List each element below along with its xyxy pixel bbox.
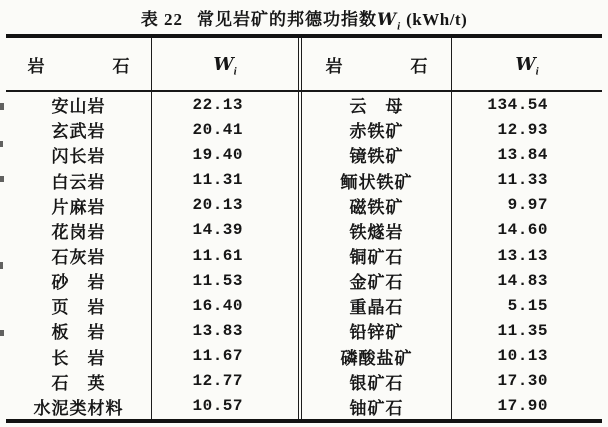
wi-symbol bbox=[376, 10, 402, 33]
wi-value-cell bbox=[452, 369, 602, 394]
table-row bbox=[6, 344, 602, 369]
wi-value-cell bbox=[452, 167, 602, 192]
header-rock-right bbox=[302, 38, 452, 90]
wi-value-cell bbox=[152, 318, 302, 343]
table-row bbox=[6, 142, 602, 167]
wi-value-cell bbox=[452, 193, 602, 218]
wi-value: 134.54 bbox=[487, 95, 548, 114]
table-row bbox=[6, 193, 602, 218]
rock-name-cell bbox=[6, 92, 152, 117]
wi-value-cell bbox=[152, 243, 302, 268]
table-title bbox=[0, 5, 608, 33]
rock-name: 镜铁矿 bbox=[349, 147, 404, 167]
rock-name: 安山岩 bbox=[51, 97, 106, 117]
rock-name-cell bbox=[6, 369, 152, 394]
rock-name: 鲕状铁矿 bbox=[340, 172, 413, 192]
rock-name-cell bbox=[302, 293, 452, 318]
rock-name: 页 岩 bbox=[51, 298, 106, 318]
rock-name: 玄武岩 bbox=[51, 122, 106, 142]
table-row bbox=[6, 369, 602, 394]
wi-value: 20.41 bbox=[192, 120, 243, 139]
table-row bbox=[6, 218, 602, 243]
scan-artifact bbox=[0, 141, 3, 147]
table-row bbox=[6, 243, 602, 268]
bond-work-index-table bbox=[6, 34, 602, 423]
rock-name: 重晶石 bbox=[349, 298, 404, 318]
table-row bbox=[6, 117, 602, 142]
wi-value-cell bbox=[152, 142, 302, 167]
rock-name-cell bbox=[6, 142, 152, 167]
rock-name-cell bbox=[302, 167, 452, 192]
wi-symbol-subscript: i bbox=[535, 65, 539, 78]
table-row bbox=[6, 394, 602, 419]
rock-name: 铅锌矿 bbox=[349, 323, 404, 343]
rock-name: 闪长岩 bbox=[51, 147, 106, 167]
header-rock-char: 石 bbox=[112, 56, 130, 76]
wi-value-cell bbox=[452, 92, 602, 117]
rock-name-cell bbox=[6, 218, 152, 243]
rock-name-cell bbox=[302, 369, 452, 394]
rock-name-cell bbox=[302, 318, 452, 343]
wi-symbol-subscript: i bbox=[397, 20, 402, 33]
table-body bbox=[6, 92, 602, 419]
wi-value: 16.40 bbox=[192, 296, 243, 315]
wi-value: 13.83 bbox=[192, 321, 243, 340]
rock-name-cell bbox=[6, 243, 152, 268]
wi-symbol bbox=[213, 53, 237, 78]
wi-value: 14.39 bbox=[192, 221, 243, 240]
wi-value: 22.13 bbox=[192, 95, 243, 114]
wi-value-cell bbox=[152, 394, 302, 419]
header-wi-right bbox=[452, 38, 602, 90]
rock-name-cell bbox=[302, 394, 452, 419]
wi-value-cell bbox=[452, 318, 602, 343]
rock-name: 铁燧岩 bbox=[349, 222, 404, 242]
rock-name: 铜矿石 bbox=[349, 248, 404, 268]
unit-label: (kWh/t) bbox=[406, 10, 468, 29]
rock-name: 白云岩 bbox=[51, 172, 106, 192]
rock-name-cell bbox=[302, 92, 452, 117]
header-rock-char: 石 bbox=[410, 56, 428, 76]
wi-value: 14.60 bbox=[497, 221, 548, 240]
header-wi-left bbox=[152, 38, 302, 90]
wi-value-cell bbox=[152, 268, 302, 293]
wi-value: 11.67 bbox=[192, 347, 243, 366]
wi-value: 13.13 bbox=[497, 246, 548, 265]
rock-name-cell bbox=[302, 117, 452, 142]
rock-name-cell bbox=[6, 318, 152, 343]
header-rock-left bbox=[6, 38, 152, 90]
wi-value: 10.13 bbox=[497, 347, 548, 366]
wi-value: 13.84 bbox=[497, 145, 548, 164]
wi-value-cell bbox=[152, 92, 302, 117]
rock-name: 花岗岩 bbox=[51, 222, 106, 242]
rock-name: 石 英 bbox=[51, 373, 106, 393]
wi-value-cell bbox=[452, 394, 602, 419]
wi-value-cell bbox=[152, 344, 302, 369]
table-number: 表 22 bbox=[140, 10, 183, 29]
wi-value: 10.57 bbox=[192, 397, 243, 416]
rock-name: 铀矿石 bbox=[349, 398, 404, 418]
wi-value: 17.90 bbox=[497, 397, 548, 416]
rock-name: 磷酸盐矿 bbox=[340, 348, 413, 368]
wi-value: 11.35 bbox=[497, 321, 548, 340]
rock-name-cell bbox=[6, 344, 152, 369]
wi-value-cell bbox=[452, 268, 602, 293]
rock-name-cell bbox=[302, 193, 452, 218]
rock-name-cell bbox=[302, 268, 452, 293]
header-rock-label bbox=[28, 52, 130, 77]
wi-value-cell bbox=[452, 344, 602, 369]
wi-value-cell bbox=[152, 167, 302, 192]
header-rock-label bbox=[326, 52, 428, 77]
wi-value: 14.83 bbox=[497, 271, 548, 290]
rock-name-cell bbox=[302, 243, 452, 268]
table-row bbox=[6, 92, 602, 117]
wi-value-cell bbox=[152, 369, 302, 394]
wi-value: 11.31 bbox=[192, 171, 243, 190]
rock-name-cell bbox=[6, 394, 152, 419]
rock-name-cell bbox=[302, 142, 452, 167]
rock-name: 赤铁矿 bbox=[349, 122, 404, 142]
scan-artifact bbox=[0, 330, 4, 336]
rock-name-cell bbox=[302, 218, 452, 243]
rock-name-cell bbox=[6, 117, 152, 142]
rock-name: 板 岩 bbox=[51, 323, 106, 343]
rock-name: 长 岩 bbox=[51, 348, 106, 368]
rock-name-cell bbox=[302, 344, 452, 369]
wi-symbol-subscript: i bbox=[233, 65, 237, 78]
scan-artifact bbox=[0, 262, 3, 269]
table-row bbox=[6, 167, 602, 192]
wi-value-cell bbox=[452, 218, 602, 243]
rock-name-cell bbox=[6, 268, 152, 293]
rock-name: 片麻岩 bbox=[51, 197, 106, 217]
wi-value-cell bbox=[452, 117, 602, 142]
wi-value-cell bbox=[452, 293, 602, 318]
wi-value: 12.77 bbox=[192, 372, 243, 391]
wi-value-cell bbox=[152, 293, 302, 318]
wi-value: 19.40 bbox=[192, 145, 243, 164]
wi-value-cell bbox=[152, 117, 302, 142]
scan-artifact bbox=[0, 103, 4, 110]
wi-symbol-base: W bbox=[515, 53, 536, 75]
rock-name: 云 母 bbox=[349, 97, 404, 117]
header-rock-char: 岩 bbox=[325, 56, 343, 76]
wi-value-cell bbox=[452, 142, 602, 167]
table-row bbox=[6, 293, 602, 318]
wi-value: 11.53 bbox=[192, 271, 243, 290]
rock-name-cell bbox=[6, 193, 152, 218]
wi-value-cell bbox=[152, 193, 302, 218]
scan-artifact bbox=[0, 176, 4, 182]
table-title-text: 常见岩矿的邦德功指数 bbox=[196, 10, 377, 29]
rock-name: 金矿石 bbox=[349, 273, 404, 293]
wi-symbol-base: W bbox=[213, 53, 234, 75]
table-row bbox=[6, 268, 602, 293]
wi-symbol-base: W bbox=[376, 10, 398, 30]
wi-value: 5.15 bbox=[507, 296, 548, 315]
wi-value: 12.93 bbox=[497, 120, 548, 139]
wi-value-cell bbox=[452, 243, 602, 268]
wi-value: 20.13 bbox=[192, 196, 243, 215]
rock-name: 银矿石 bbox=[349, 373, 404, 393]
rock-name: 石灰岩 bbox=[51, 248, 106, 268]
rock-name-cell bbox=[6, 167, 152, 192]
wi-value: 11.33 bbox=[497, 171, 548, 190]
rock-name-cell bbox=[6, 293, 152, 318]
header-rock-char: 岩 bbox=[27, 56, 45, 76]
table-header-row bbox=[6, 38, 602, 92]
wi-value-cell bbox=[152, 218, 302, 243]
rock-name: 砂 岩 bbox=[51, 273, 106, 293]
wi-value: 17.30 bbox=[497, 372, 548, 391]
wi-symbol bbox=[515, 53, 539, 78]
rock-name: 水泥类材料 bbox=[33, 398, 124, 418]
wi-value: 9.97 bbox=[507, 196, 548, 215]
rock-name: 磁铁矿 bbox=[349, 197, 404, 217]
table-row bbox=[6, 318, 602, 343]
wi-value: 11.61 bbox=[192, 246, 243, 265]
